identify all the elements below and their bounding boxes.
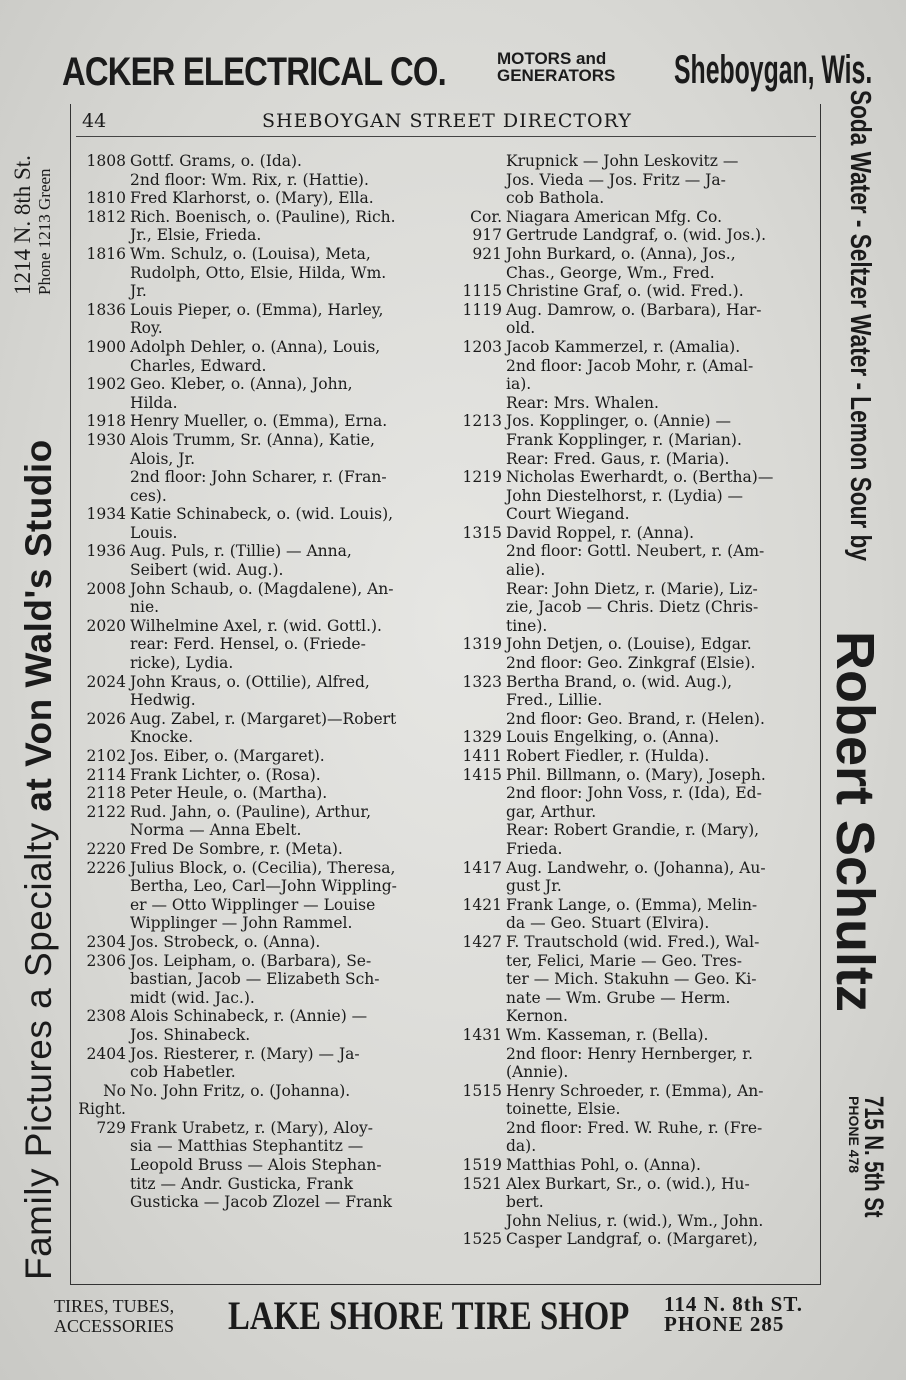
directory-entry — [76, 338, 444, 375]
house-number: 2404 — [86, 1044, 126, 1063]
directory-entry — [452, 728, 816, 747]
schultz-phone: PHONE 478 — [846, 1096, 862, 1174]
resident-text: Peter Heule, o. (Martha). — [130, 784, 328, 803]
house-number: 1936 — [86, 542, 126, 561]
tires-tubes-line: TIRES, TUBES, — [54, 1296, 175, 1316]
resident-text: Fred De Sombre, r. (Meta). — [130, 839, 343, 858]
directory-entry — [452, 1082, 816, 1156]
directory-entry — [76, 710, 444, 747]
resident-text: John Detjen, o. (Louise), Edgar. 2nd floor: Geo. Zinkgraf (Elsie). — [506, 635, 756, 673]
directory-entry — [452, 152, 816, 208]
frame-rule-right — [820, 104, 821, 1284]
resident-text: Alois Trumm, Sr. (Anna), Katie, Alois, Jr. 2nd floor: John Scharer, r. (Fran- ces). — [130, 430, 387, 505]
resident-text: Katie Schinabeck, o. (wid. Louis), Louis. — [130, 505, 394, 542]
directory-entry — [76, 301, 444, 338]
top-ad-city: Sheboygan, Wis. — [674, 48, 873, 92]
resident-text: Jacob Kammerzel, r. (Amalia). 2nd floor: Jacob Mohr, r. (Amal- ia). Rear: Mrs. Whalen. — [506, 337, 754, 412]
directory-entry — [76, 189, 444, 208]
house-number: 1900 — [86, 337, 126, 356]
house-number: 2220 — [86, 839, 126, 858]
directory-entry — [76, 933, 444, 952]
bottom-advertisement — [52, 1292, 872, 1344]
house-number: 1319 — [462, 635, 502, 654]
house-number: 1315 — [462, 523, 502, 542]
motors-generators — [497, 50, 615, 84]
resident-text: Frank Urabetz, r. (Mary), Aloy- sia — Matthias Stephantitz — Leopold Bruss — Alois Stephan- titz — Andr. Gusticka, Frank Gusticka — Jacob Zlozel — Frank — [130, 1118, 392, 1212]
house-number: Cor. — [470, 207, 502, 226]
resident-text: Gottf. Grams, o. (Ida). 2nd floor: Wm. Rix, r. (Hattie). — [130, 152, 369, 189]
house-number: 1918 — [86, 412, 126, 431]
studio-address-block — [12, 155, 56, 295]
house-number: 2102 — [86, 747, 126, 765]
house-number: 1119 — [462, 300, 502, 319]
house-number: 1930 — [86, 430, 126, 449]
resident-text: Louis Engelking, o. (Anna). — [506, 728, 720, 747]
robert-schultz-name: Robert Schultz — [825, 631, 885, 1013]
directory-entry — [76, 766, 444, 785]
house-number: 1812 — [86, 207, 126, 226]
top-advertisement — [62, 44, 882, 100]
resident-text: Nicholas Ewerhardt, o. (Bertha)— John Diestelhorst, r. (Lydia) — Court Wiegand. — [506, 468, 774, 524]
page-number: 44 — [82, 110, 107, 132]
directory-entry — [76, 1082, 444, 1101]
generators-line: GENERATORS — [497, 66, 616, 85]
resident-text: Jos. Strobeck, o. (Anna). — [130, 932, 321, 951]
family-pictures-text — [18, 439, 60, 1280]
resident-text: Krupnick — John Leskovitz — Jos. Vieda — Jos. Fritz — Ja- cob Bathola. — [506, 152, 739, 208]
house-number: 1810 — [86, 189, 126, 208]
house-number: No — [103, 1081, 126, 1100]
directory-entry — [76, 840, 444, 859]
resident-text: Adolph Dehler, o. (Anna), Louis, Charles, Edward. — [130, 337, 381, 375]
resident-text: Rich. Boenisch, o. (Pauline), Rich. Jr., Elsie, Frieda. — [130, 207, 396, 245]
house-number: 917 — [472, 226, 502, 245]
directory-entry — [452, 1175, 816, 1231]
directory-entry — [452, 896, 816, 933]
resident-text: Alois Schinabeck, r. (Annie) — Jos. Shinabeck. — [130, 1007, 368, 1044]
directory-entry — [452, 282, 816, 301]
directory-entry — [76, 952, 444, 1008]
right-directory-column — [452, 152, 816, 1249]
resident-text: Aug. Puls, r. (Tillie) — Anna, Seibert (wid. Aug.). — [130, 542, 352, 580]
house-number: 1411 — [462, 747, 502, 765]
directory-entry — [76, 747, 444, 766]
tire-shop-address: 114 N. 8th ST. — [664, 1292, 804, 1316]
resident-text: Wm. Kasseman, r. (Bella). 2nd floor: Henry Hernberger, r. (Annie). — [506, 1025, 753, 1082]
studio-address: 1214 N. 8th St. — [10, 155, 35, 295]
directory-entry — [76, 505, 444, 542]
lake-shore-tire-shop-name: LAKE SHORE TIRE SHOP — [228, 1293, 630, 1338]
tires-tubes-accessories — [54, 1296, 174, 1336]
studio-phone: Phone 1213 Green — [35, 168, 54, 295]
directory-entry — [76, 412, 444, 431]
directory-entry — [452, 524, 816, 636]
resident-text: Henry Mueller, o. (Emma), Erna. — [130, 412, 388, 431]
resident-text: No. John Fritz, o. (Johanna). — [130, 1081, 351, 1100]
frame-rule-left — [70, 104, 71, 1284]
resident-text: Alex Burkart, Sr., o. (wid.), Hu- bert. John Nelius, r. (wid.), Wm., John. — [506, 1174, 764, 1230]
directory-entry — [452, 766, 816, 859]
directory-entry — [76, 208, 444, 245]
directory-entry — [76, 1045, 444, 1082]
resident-text — [128, 1100, 444, 1119]
left-directory-column — [76, 152, 444, 1212]
resident-text: Louis Pieper, o. (Emma), Harley, Roy. — [130, 300, 384, 338]
house-number: 1115 — [462, 282, 502, 301]
house-number: 1521 — [462, 1174, 502, 1193]
schultz-address: 715 N. 5th St — [859, 1096, 889, 1218]
directory-entry — [452, 859, 816, 896]
von-walds-studio: at Von Wald's Studio — [18, 439, 59, 812]
house-number: 1417 — [462, 858, 502, 877]
directory-entry — [452, 468, 816, 524]
house-number: 2308 — [86, 1007, 126, 1026]
resident-text: Jos. Riesterer, r. (Mary) — Ja- cob Habetler. — [130, 1044, 360, 1082]
directory-entry — [76, 617, 444, 673]
house-number: 729 — [96, 1118, 126, 1137]
directory-entry — [76, 580, 444, 617]
resident-text: David Roppel, r. (Anna). 2nd floor: Gottl. Neubert, r. (Am- alie). Rear: John Dietz, r. (Marie), Liz- zie, Jacob — Chris. Dietz (Chris- tine). — [506, 523, 765, 635]
house-number: 1431 — [462, 1025, 502, 1044]
resident-text: Aug. Landwehr, o. (Johanna), Au- gust Jr. — [506, 858, 766, 896]
accessories-line: ACCESSORIES — [54, 1316, 175, 1336]
soda-water-products: Soda Water - Seltzer Water - Lemon Sour by — [844, 90, 876, 561]
resident-text: Fred Klarhorst, o. (Mary), Ella. — [130, 189, 374, 208]
house-number — [452, 152, 504, 208]
left-vertical-advertisement — [10, 110, 68, 1280]
family-pictures-plain: Family Pictures a Specialty — [18, 811, 59, 1280]
resident-text: Phil. Billmann, o. (Mary), Joseph. 2nd floor: John Voss, r. (Ida), Ed- gar, Arthur. Rear: Robert Grandie, r. (Mary), Frieda. — [506, 765, 766, 858]
directory-entry — [76, 1100, 444, 1119]
resident-text: John Kraus, o. (Ottilie), Alfred, Hedwig. — [130, 672, 370, 710]
resident-text: Jos. Kopplinger, o. (Annie) — Frank Kopplinger, r. (Marian). Rear: Fred. Gaus, r. (Maria). — [506, 412, 742, 468]
resident-text: Frank Lange, o. (Emma), Melin- da — Geo. Stuart (Elvira). — [506, 895, 758, 933]
directory-entry — [76, 375, 444, 412]
house-number: 1808 — [86, 152, 126, 170]
resident-text: Robert Fiedler, r. (Hulda). — [506, 747, 710, 765]
directory-entry — [76, 784, 444, 803]
resident-text: Matthias Pohl, o. (Anna). — [506, 1156, 701, 1175]
directory-entry — [452, 226, 816, 245]
directory-entry — [452, 245, 816, 282]
resident-text: Bertha Brand, o. (wid. Aug.), Fred., Lillie. 2nd floor: Geo. Brand, r. (Helen). — [506, 672, 765, 728]
resident-text: John Schaub, o. (Magdalene), An- nie. — [130, 579, 394, 617]
directory-entry — [76, 431, 444, 505]
directory-entry — [452, 412, 816, 468]
directory-entry — [76, 803, 444, 840]
house-number: 1515 — [462, 1081, 502, 1100]
directory-entry — [452, 301, 816, 338]
resident-text: Gertrude Landgraf, o. (wid. Jos.). — [506, 226, 767, 245]
resident-text: Rud. Jahn, o. (Pauline), Arthur, Norma — Anna Ebelt. — [130, 802, 372, 840]
directory-entry — [76, 1119, 444, 1212]
directory-entry — [452, 747, 816, 766]
resident-text: F. Trautschold (wid. Fred.), Wal- ter, Felici, Marie — Geo. Tres- ter — Mich. Stakuhn — Geo. Ki- nate — Wm. Grube — Herm. Kernon. — [506, 932, 760, 1026]
directory-entry — [76, 542, 444, 579]
house-number: 1415 — [462, 765, 502, 784]
directory-entry — [76, 673, 444, 710]
house-number: Right. — [78, 1100, 126, 1119]
house-number: 2118 — [86, 784, 126, 803]
resident-text: Geo. Kleber, o. (Anna), John, Hilda. — [130, 375, 353, 412]
house-number: 1427 — [462, 932, 502, 951]
house-number: 2122 — [86, 802, 126, 821]
resident-text: Christine Graf, o. (wid. Fred.). — [506, 282, 744, 301]
house-number: 1836 — [86, 300, 126, 319]
acker-electrical-name: ACKER ELECTRICAL CO. — [62, 50, 446, 94]
house-number: 1219 — [462, 468, 502, 487]
house-number: 1519 — [462, 1156, 502, 1175]
tire-shop-phone: PHONE 285 — [664, 1312, 785, 1336]
house-number: 1816 — [86, 244, 126, 263]
page-title: SHEBOYGAN STREET DIRECTORY — [262, 110, 632, 132]
directory-entry — [76, 245, 444, 301]
frame-rule-bottom — [70, 1284, 821, 1285]
directory-entry — [452, 635, 816, 672]
house-number: 1323 — [462, 672, 502, 691]
resident-text: Jos. Leipham, o. (Barbara), Se- bastian, Jacob — Elizabeth Sch- midt (wid. Jac.). — [130, 951, 380, 1007]
resident-text: Aug. Zabel, r. (Margaret)—Robert Knocke. — [130, 709, 397, 747]
directory-entry — [452, 933, 816, 1026]
house-number: 1213 — [462, 412, 502, 431]
house-number: 2026 — [86, 709, 126, 728]
house-number: 1934 — [86, 505, 126, 524]
directory-entry — [452, 1026, 816, 1082]
directory-entry — [452, 673, 816, 729]
resident-text: Frank Lichter, o. (Rosa). — [130, 765, 321, 784]
directory-entry — [452, 1156, 816, 1175]
tire-shop-address-block — [664, 1294, 803, 1334]
resident-text: Julius Block, o. (Cecilia), Theresa, Bertha, Leo, Carl—John Wippling- er — Otto Wipplinger — Louise Wipplinger — John Rammel. — [130, 858, 397, 933]
directory-entry — [452, 208, 816, 227]
house-number: 2306 — [86, 951, 126, 970]
resident-text: Wilhelmine Axel, r. (wid. Gottl.). rear: Ferd. Hensel, o. (Friede- ricke), Lydia. — [130, 616, 382, 673]
motors-line: MOTORS and — [497, 49, 607, 68]
resident-text: Henry Schroeder, r. (Emma), An- toinette, Elsie. 2nd floor: Fred. W. Ruhe, r. (Fre- da). — [506, 1081, 764, 1156]
resident-text: Jos. Eiber, o. (Margaret). — [130, 747, 325, 765]
house-number: 2024 — [86, 672, 126, 691]
directory-entry — [76, 152, 444, 189]
resident-text: Aug. Damrow, o. (Barbara), Har- old. — [506, 300, 762, 338]
page-header — [76, 106, 816, 137]
directory-entry — [452, 338, 816, 412]
house-number: 1329 — [462, 728, 502, 747]
resident-text: Casper Landgraf, o. (Margaret), — [506, 1230, 758, 1249]
house-number: 2226 — [86, 858, 126, 877]
house-number: 2114 — [86, 765, 126, 784]
directory-entry — [76, 1007, 444, 1044]
resident-text: John Burkard, o. (Anna), Jos., Chas., George, Wm., Fred. — [506, 244, 736, 282]
house-number: 1203 — [462, 337, 502, 356]
directory-entry — [452, 1230, 816, 1249]
house-number: 2020 — [86, 616, 126, 635]
directory-entry — [76, 859, 444, 933]
house-number: 1902 — [86, 375, 126, 394]
resident-text: Niagara American Mfg. Co. — [506, 207, 722, 226]
house-number: 1525 — [462, 1230, 502, 1249]
house-number: 2304 — [86, 932, 126, 951]
schultz-address-block — [844, 1096, 889, 1258]
house-number: 921 — [472, 244, 502, 263]
house-number: 2008 — [86, 579, 126, 598]
resident-text: Wm. Schulz, o. (Louisa), Meta, Rudolph, Otto, Elsie, Hilda, Wm. Jr. — [130, 244, 387, 301]
house-number: 1421 — [462, 895, 502, 914]
right-vertical-advertisement — [826, 86, 888, 1266]
